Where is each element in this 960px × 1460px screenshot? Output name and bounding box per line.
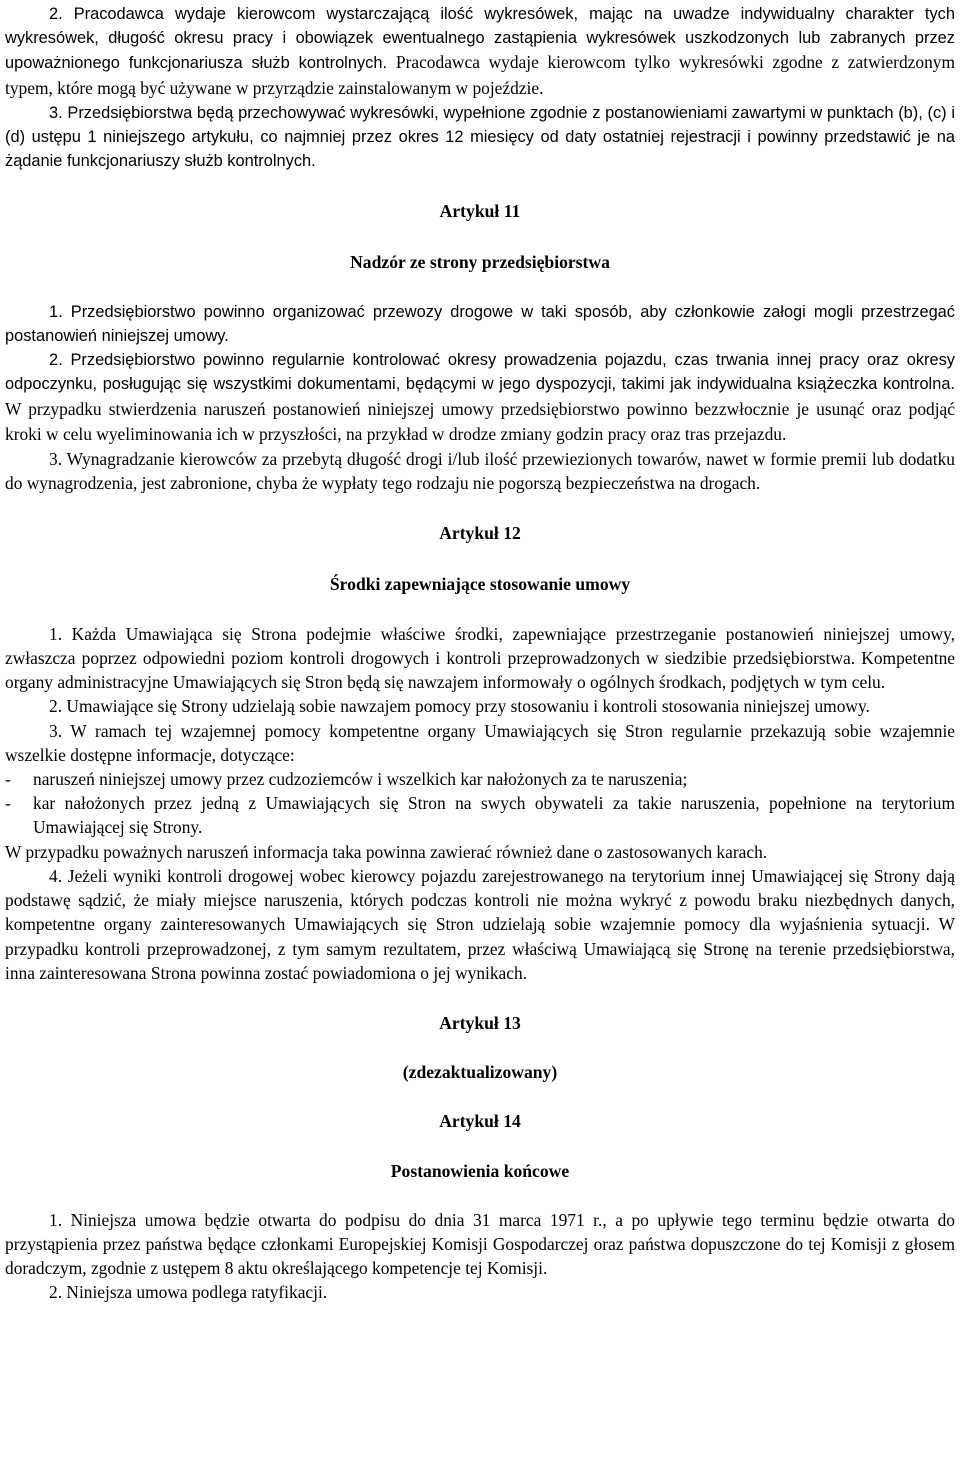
dash-marker: - (5, 769, 11, 790)
art10-paragraph-3 (5, 101, 955, 174)
art10-p3-text: Przedsiębiorstwa będą przechowywać wykresówki, wypełnione zgodnie z postanowieniami zawartymi w punktach (b), (c) i (d) ustępu 1 niniejszego artykułu, co najmniej przez okres 12 miesięcy od daty ostatniej rejestracji i powinny przedstawić je na żądanie funkcjonariuszy służb kontrolnych. (5, 103, 955, 171)
art11-p2-text-b: W przypadku stwierdzenia naruszeń postanowień niniejszej umowy przedsiębiorstwo powinno bezzwłocznie je usunąć oraz podjąć kroki w celu wyeliminowania ich w przyszłości, na przykład w drodze zmiany godzin pracy oraz tras przejazdu. (5, 398, 955, 444)
art12-paragraph-4: 4. Jeżeli wyniki kontroli drogowej wobec kierowcy pojazdu zarejestrowanego na terytorium innej Umawiającej się Strony dają podstawę sądzić, że miały miejsce naruszenia, których podczas kontroli nie można wykryć z powodu braku niezbędnych danych, kompetentne organy zainteresowanych Umawiających się Stron udzielają sobie wzajemnie pomocy dla wyjaśnienia sytuacji. W przypadku kontroli przeprowadzonej, z tym samym rezultatem, przez właściwą Umawiającą się Stronę na terenie przedsiębiorstwa, inna zainteresowana Strona powinna zostać powiadomiona o jej wynikach. (5, 865, 955, 983)
dash-marker: - (5, 793, 11, 814)
art11-paragraph-3: 3. Wynagradzanie kierowców za przebytą długość drogi i/lub ilość przewiezionych towarów, nawet w formie premii lub dodatku do wynagrodzenia, jest zabronione, chyba że wypłaty tego rodzaju nie pogorszą bezpieczeństwa na drogach. (5, 449, 955, 494)
article-13-note: (zdezaktualizowany) (402, 1062, 558, 1083)
art10-p2-text-a: Pracodawca wydaje kierowcom wystarczającą ilość wykresówek, mając na uwadze indywidualny charakter tych wykresówek, długość okresu pracy i obowiązek ewentualnego zastąpienia wykresówek uszkodzonych lub zabranych przez upoważnionego funkcjonariusza służb kontrolnych. (5, 5, 955, 73)
art14-paragraph-1: 1. Niniejsza umowa będzie otwarta do podpisu do dnia 31 marca 1971 r., a po upływie tego terminu będzie otwarta do przystąpienia przez państwa będące członkami Europejskiej Komisji Gospodarczej oraz państwa dopuszczone do tej Komisji z głosem doradczym, zgodnie z ustępem 8 aktu określającego kompetencje tej Komisji. (5, 1209, 955, 1279)
art11-p2-number: 2. (49, 351, 63, 370)
art10-p3-number: 3. (49, 103, 63, 122)
art12-bullet-1-text: naruszeń niniejszej umowy przez cudzoziemców i wszelkich kar nałożonych za te naruszenia; (33, 769, 688, 790)
article-11-heading: Artykuł 11 (439, 201, 521, 222)
art11-p1-text: Przedsiębiorstwo powinno organizować przewozy drogowe w taki sposób, aby członkowie załogi mogli przestrzegać postanowień niniejszej umowy. (5, 302, 955, 346)
article-12-title: Środki zapewniające stosowanie umowy (329, 573, 631, 594)
article-14-heading: Artykuł 14 (439, 1111, 521, 1132)
article-12-heading: Artykuł 12 (439, 523, 521, 544)
art12-paragraph-1: 1. Każda Umawiająca się Strona podejmie właściwe środki, zapewniające przestrzeganie postanowień niniejszej umowy, zwłaszcza poprzez odpowiedni poziom kontroli drogowych i kontroli przeprowadzonych w siedzibie przedsiębiorstwa. Kompetentne organy administracyjne Umawiających się Stron będą się nawzajem informowały o ogólnych środkach, podjętych w tym celu. (5, 623, 955, 693)
art14-paragraph-2: 2. Niniejsza umowa podlega ratyfikacji. (49, 1282, 328, 1303)
art10-p2-text-b: Pracodawca wydaje kierowcom tylko wykresówki zgodne z zatwierdzonym typem, które mogą być używane w przyrządzie zainstalowanym w pojeździe. (5, 52, 955, 98)
art11-p1-number: 1. (49, 302, 63, 321)
art12-serious-violations: W przypadku poważnych naruszeń informacja taka powinna zawierać również dane o zastosowanych karach. (5, 841, 768, 862)
art10-paragraph-2 (5, 2, 955, 101)
art12-paragraph-2: 2. Umawiające się Strony udzielają sobie nawzajem pomocy przy stosowaniu i kontroli stosowania niniejszej umowy. (49, 696, 870, 717)
art12-paragraph-3: 3. W ramach tej wzajemnej pomocy kompetentne organy Umawiających się Stron regularnie przekazują sobie wzajemnie wszelkie dostępne informacje, dotyczące: (5, 720, 955, 765)
art11-paragraph-1 (5, 300, 955, 348)
article-13-heading: Artykuł 13 (439, 1012, 521, 1033)
art12-bullet-1 (5, 767, 955, 791)
article-11-title: Nadzór ze strony przedsiębiorstwa (350, 251, 610, 272)
art10-p2-number: 2. (49, 5, 63, 23)
art11-p2-text-a: Przedsiębiorstwo powinno regularnie kontrolować okresy prowadzenia pojazdu, czas trwania innej pracy oraz okresy odpoczynku, posługując się wszystkimi dokumentami, będącymi w jego dyspozycji, takimi jak indywidualna książeczka kontrolna. (5, 351, 955, 394)
art11-paragraph-2 (5, 348, 955, 447)
art12-bullet-2-text: kar nałożonych przez jedną z Umawiających się Stron na swych obywateli za takie naruszenia, popełnione na terytorium Umawiającej się Strony. (33, 793, 955, 838)
article-14-title: Postanowienia końcowe (390, 1160, 570, 1181)
art12-bullet-2 (5, 791, 955, 839)
